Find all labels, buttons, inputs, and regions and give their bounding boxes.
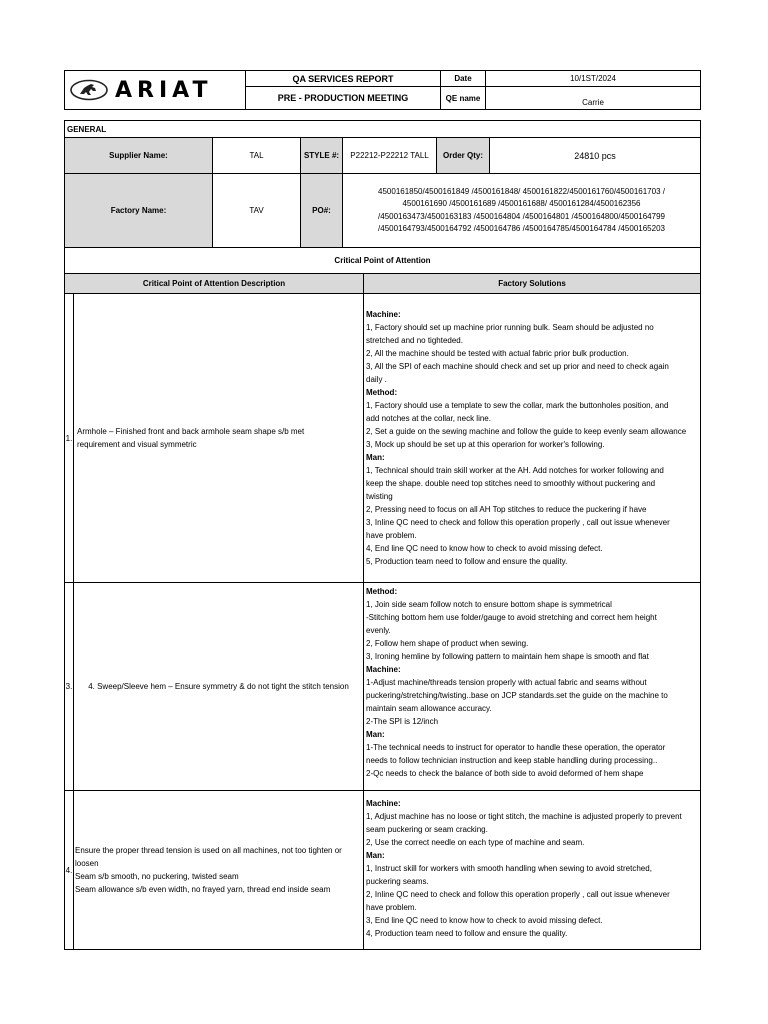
- solution-line: 4, End line QC need to know how to check to avoid missing defect.: [366, 544, 603, 553]
- solution-line: daily .: [366, 375, 387, 384]
- po-line: 4500161850/4500161849 /4500161848/ 4500161822/4500161760/4500161703 /: [378, 186, 665, 196]
- cpa-row-number: 4.: [64, 790, 74, 950]
- description-line: loosen: [75, 859, 99, 868]
- solution-line: 1-Adjust machine/threads tension properly with actual fabric and seams without: [366, 678, 647, 687]
- po-line: /4500164793/4500164792 /4500164786 /4500164785/4500164784 /4500165203: [378, 224, 665, 233]
- solution-line: have problem.: [366, 531, 417, 540]
- solution-line: 2-The SPI is 12/inch: [366, 717, 439, 726]
- solution-line: 2, Use the correct needle on each type of machine and seam.: [366, 838, 585, 847]
- description-line: Seam s/b smooth, no puckering, twisted seam: [75, 872, 239, 881]
- solution-line: 4, Production team need to follow and ensure the quality.: [366, 929, 568, 938]
- solution-line: puckering/stretching/twisting..base on JCP standards.set the guide on the machine to: [366, 691, 668, 700]
- solution-line: 2, Inline QC need to check and follow this operation properly , call out issue whenever: [366, 890, 670, 899]
- general-title: GENERAL: [64, 120, 701, 138]
- solution-line: needs to follow technician instruction and keep stable handling during processing..: [366, 756, 658, 765]
- solution-line: 3, Inline QC need to check and follow this operation properly , call out issue whenever: [366, 518, 670, 527]
- solution-line: 1, Technical should train skill worker at the AH. Add notches for worker following and: [366, 466, 664, 475]
- meeting-title: PRE - PRODUCTION MEETING: [245, 86, 441, 110]
- solution-line: 1, Join side seam follow notch to ensure bottom shape is symmetrical: [366, 600, 612, 609]
- solution-line: 1-The technical needs to instruct for operator to handle these operation, the operator: [366, 743, 666, 752]
- cpa-row-solutions: [363, 582, 701, 791]
- ariat-horse-logo-icon: [69, 79, 109, 101]
- solution-line: 3, End line QC need to know how to check to avoid missing defect.: [366, 916, 603, 925]
- solution-heading: Man:: [366, 453, 385, 462]
- solution-heading: Man:: [366, 730, 385, 739]
- cpa-row-solutions: [363, 293, 701, 583]
- solution-line: seam puckering or seam cracking.: [366, 825, 488, 834]
- solution-line: maintain seam allowance accuracy.: [366, 704, 492, 713]
- solution-line: stretched and no tighteded.: [366, 336, 463, 345]
- report-header: [64, 70, 701, 110]
- cpa-title: Critical Point of Attention: [64, 247, 701, 274]
- order-qty-value: 24810 pcs: [489, 137, 701, 174]
- solution-line: 2, Pressing need to focus on all AH Top stitches to reduce the puckering if have: [366, 505, 647, 514]
- description-line: Ensure the proper thread tension is used on all machines, not too tighten or: [75, 846, 342, 855]
- po-line: /4500163473/4500163183 /4500164804 /4500164801 /4500164800/4500164799: [378, 211, 665, 221]
- cpa-row-description: [73, 790, 364, 950]
- solution-line: twisting: [366, 492, 393, 501]
- solution-line: 1, Adjust machine has no loose or tight stitch, the machine is adjusted properly to prevent: [366, 812, 682, 821]
- cpa-row-number: 1.: [64, 293, 74, 583]
- solution-line: 2-Qc needs to check the balance of both side to avoid deformed of hem shape: [366, 769, 644, 778]
- description-line: Seam allowance s/b even width, no frayed yarn, thread end inside seam: [75, 885, 331, 894]
- solution-heading: Machine:: [366, 799, 401, 808]
- solution-line: 2, Set a guide on the sewing machine and follow the guide to keep evenly seam allowance: [366, 427, 687, 436]
- solution-line: 1, Factory should set up machine prior running bulk. Seam should be adjusted no: [366, 323, 654, 332]
- supplier-label: Supplier Name:: [64, 137, 213, 174]
- solution-heading: Method:: [366, 388, 398, 397]
- qe-value: Carrie: [485, 86, 701, 110]
- solution-line: 3, Ironing hemline by following pattern to maintain hem shape is smooth and flat: [366, 652, 649, 661]
- solution-line: 5, Production team need to follow and ensure the quality.: [366, 557, 568, 566]
- po-label: PO#:: [300, 173, 343, 248]
- po-numbers: [342, 173, 701, 248]
- po-line: 4500161690 /4500161689 /4500161688/ 4500161284/4500162356: [402, 199, 641, 208]
- solution-line: puckering seams.: [366, 877, 429, 886]
- solution-line: have problem.: [366, 903, 417, 912]
- logo-cell: [64, 70, 246, 110]
- solution-line: add notches at the collar, neck line.: [366, 414, 491, 423]
- factory-label: Factory Name:: [64, 173, 213, 248]
- description-line: 4. Sweep/Sleeve hem – Ensure symmetry & do not tight the stitch tension: [88, 682, 349, 691]
- solution-heading: Machine:: [366, 665, 401, 674]
- cpa-row-description: [73, 293, 364, 583]
- solution-heading: Method:: [366, 587, 398, 596]
- solution-heading: Machine:: [366, 310, 401, 319]
- solution-line: 2, All the machine should be tested with actual fabric prior bulk production.: [366, 349, 629, 358]
- date-value: 10/1ST/2024: [485, 70, 701, 87]
- brand-wordmark: ARIAT: [115, 77, 213, 103]
- solution-heading: Man:: [366, 851, 385, 860]
- cpa-row-description: [73, 582, 364, 791]
- cpa-row-solutions: [363, 790, 701, 950]
- solution-line: 1, Factory should use a template to sew the collar, mark the buttonholes position, and: [366, 401, 669, 410]
- solution-line: 3, All the SPI of each machine should check and set up prior and need to check again: [366, 362, 669, 371]
- cpa-desc-header: Critical Point of Attention Description: [64, 273, 364, 294]
- cpa-row-number: 3.: [64, 582, 74, 791]
- cpa-solutions-header: Factory Solutions: [363, 273, 701, 294]
- factory-value: TAV: [212, 173, 301, 248]
- date-label: Date: [440, 70, 486, 87]
- style-label: STYLE #:: [300, 137, 343, 174]
- description-line: requirement and visual symmetric: [77, 440, 197, 449]
- solution-line: evenly.: [366, 626, 391, 635]
- solution-line: -Stitching bottom hem use folder/gauge to avoid stretching and correct hem height: [366, 613, 657, 622]
- solution-line: keep the shape. double need top stitches need to smoothly without puckering and: [366, 479, 656, 488]
- solution-line: 2, Follow hem shape of product when sewing.: [366, 639, 529, 648]
- order-qty-label: Order Qty:: [436, 137, 490, 174]
- style-value: P22212-P22212 TALL: [342, 137, 437, 174]
- report-title: QA SERVICES REPORT: [245, 70, 441, 87]
- qe-label: QE name: [440, 86, 486, 110]
- solution-line: 1, Instruct skill for workers with smooth handling when sewing to avoid stretched,: [366, 864, 652, 873]
- description-line: Armhole – Finished front and back armhole seam shape s/b met: [77, 427, 305, 436]
- supplier-value: TAL: [212, 137, 301, 174]
- solution-line: 3, Mock up should be set up at this operarion for worker's following.: [366, 440, 605, 449]
